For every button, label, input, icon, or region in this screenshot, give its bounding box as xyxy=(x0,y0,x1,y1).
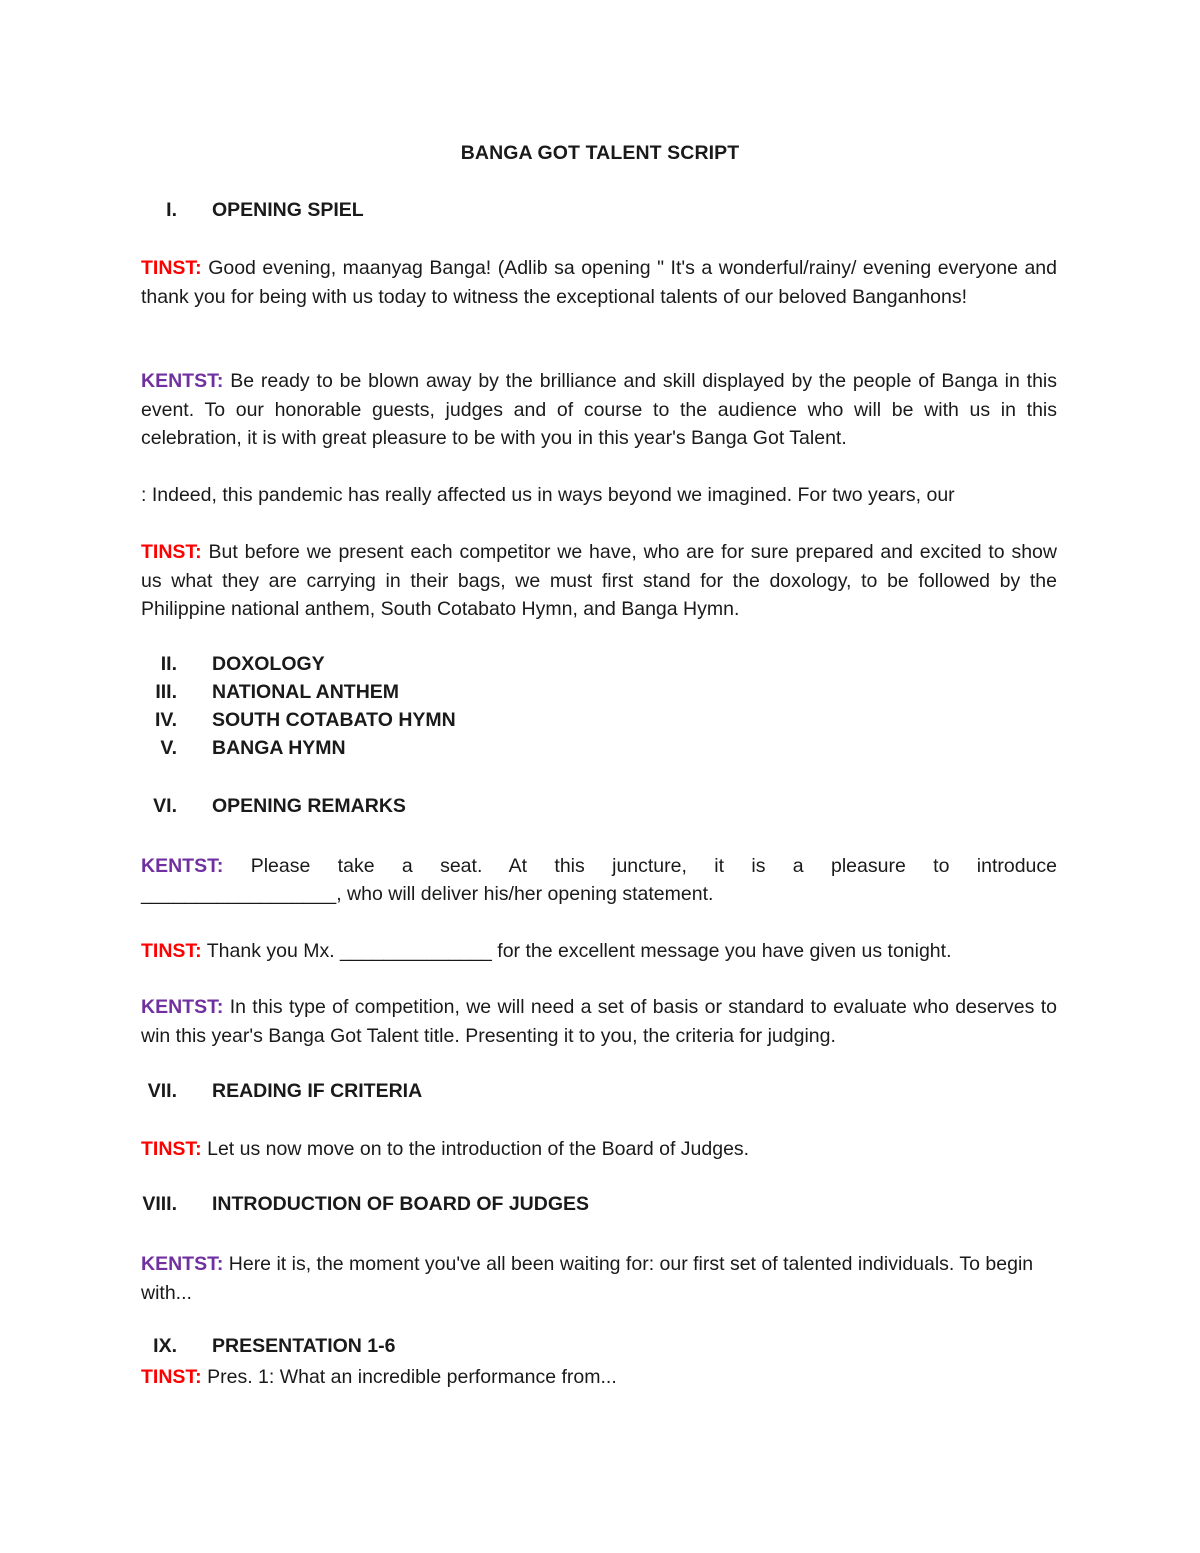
section-number: VI. xyxy=(153,795,177,817)
speaker-label-kentst: KENTST: xyxy=(141,996,224,1018)
script-paragraph-pandemic xyxy=(141,481,1057,510)
section-label: SOUTH COTABATO HYMN xyxy=(212,709,456,731)
section-label: OPENING REMARKS xyxy=(212,795,406,817)
section-label: NATIONAL ANTHEM xyxy=(212,681,400,703)
section-label: PRESENTATION 1-6 xyxy=(212,1335,396,1357)
dialogue-text: Please take a seat. At this juncture, it is a pleasure to introduce xyxy=(250,855,1057,877)
script-paragraph-tinst-welcome xyxy=(141,254,1057,311)
speaker-label-tinst: TINST: xyxy=(141,257,202,279)
section-heading-opening-remarks xyxy=(0,795,1200,823)
section-number: IX. xyxy=(153,1335,177,1357)
section-label: DOXOLOGY xyxy=(212,653,325,675)
script-paragraph-tinst-pres1 xyxy=(141,1363,1057,1392)
section-number: IV. xyxy=(154,709,177,731)
section-number: I. xyxy=(166,199,177,221)
speaker-label-tinst: TINST: xyxy=(141,1138,202,1160)
section-heading-presentation xyxy=(0,1335,1200,1363)
dialogue-text: Thank you Mx. ______________ for the excellent message you have given us tonight. xyxy=(206,940,952,962)
speaker-label-tinst: TINST: xyxy=(141,541,202,563)
section-label: OPENING SPIEL xyxy=(212,199,364,221)
dialogue-text: Pres. 1: What an incredible performance from... xyxy=(207,1366,617,1388)
document-title: BANGA GOT TALENT SCRIPT xyxy=(460,142,740,164)
dialogue-text: But before we present each competitor we have, who are for sure prepared and excited to show us what they are carrying in their bags, we must first stand for the doxology, to be followed by the Philippine national anthem, South Cotabato Hymn, and Banga Hymn. xyxy=(141,541,1057,621)
section-number: II. xyxy=(160,653,177,675)
script-paragraph-tinst-doxology xyxy=(141,538,1057,624)
dialogue-text: : Indeed, this pandemic has really affected us in ways beyond we imagined. For two years, our xyxy=(141,484,955,506)
section-number: VIII. xyxy=(142,1193,177,1215)
section-number: III. xyxy=(155,681,177,703)
dialogue-text: Let us now move on to the introduction of the Board of Judges. xyxy=(207,1138,750,1160)
speaker-label-kentst: KENTST: xyxy=(141,370,224,392)
dialogue-text: Be ready to be blown away by the brilliance and skill displayed by the people of Banga in this event. To our honorable guests, judges and of course to the audience who will be with us in this celebration, it is with great pleasure to be with you in this year's Banga Got Talent. xyxy=(141,370,1057,450)
section-heading-south-cotabato-hymn xyxy=(0,709,1200,737)
script-paragraph-kentst-seat-line1 xyxy=(141,852,1057,881)
section-label: BANGA HYMN xyxy=(212,737,346,759)
section-label: INTRODUCTION OF BOARD OF JUDGES xyxy=(212,1193,590,1215)
script-paragraph-kentst-intro xyxy=(141,367,1057,453)
script-paragraph-kentst-seat-line2 xyxy=(141,880,1057,909)
section-number: VII. xyxy=(147,1080,177,1102)
script-paragraph-tinst-judges xyxy=(141,1135,1057,1164)
speaker-label-kentst: KENTST: xyxy=(141,1253,224,1275)
dialogue-text: __________________, who will deliver his/her opening statement. xyxy=(141,883,714,905)
dialogue-text: Here it is, the moment you've all been waiting for: our first set of talented individuals. To begin with... xyxy=(141,1253,1034,1304)
dialogue-text: In this type of competition, we will need a set of basis or standard to evaluate who deserves to win this year's Banga Got Talent title. Presenting it to you, the criteria for judging. xyxy=(141,996,1057,1047)
speaker-label-tinst: TINST: xyxy=(141,940,202,962)
section-heading-banga-hymn xyxy=(0,737,1200,765)
script-paragraph-kentst-criteria xyxy=(141,993,1057,1050)
section-heading-doxology xyxy=(0,653,1200,681)
script-paragraph-tinst-thanks xyxy=(141,937,1057,966)
section-number: V. xyxy=(160,737,177,759)
speaker-label-tinst: TINST: xyxy=(141,1366,202,1388)
script-paragraph-kentst-moment xyxy=(141,1250,1051,1307)
section-heading-reading-criteria xyxy=(0,1080,1200,1108)
section-heading-opening-spiel xyxy=(0,199,1200,227)
section-label: READING IF CRITERIA xyxy=(212,1080,423,1102)
dialogue-text: Good evening, maanyag Banga! (Adlib sa opening " It's a wonderful/rainy/ evening everyone and thank you for being with us today to witness the exceptional talents of our beloved Banganhons! xyxy=(141,257,1057,308)
section-heading-board-of-judges xyxy=(0,1193,1200,1221)
section-heading-national-anthem xyxy=(0,681,1200,709)
speaker-label-kentst: KENTST: xyxy=(141,855,224,877)
